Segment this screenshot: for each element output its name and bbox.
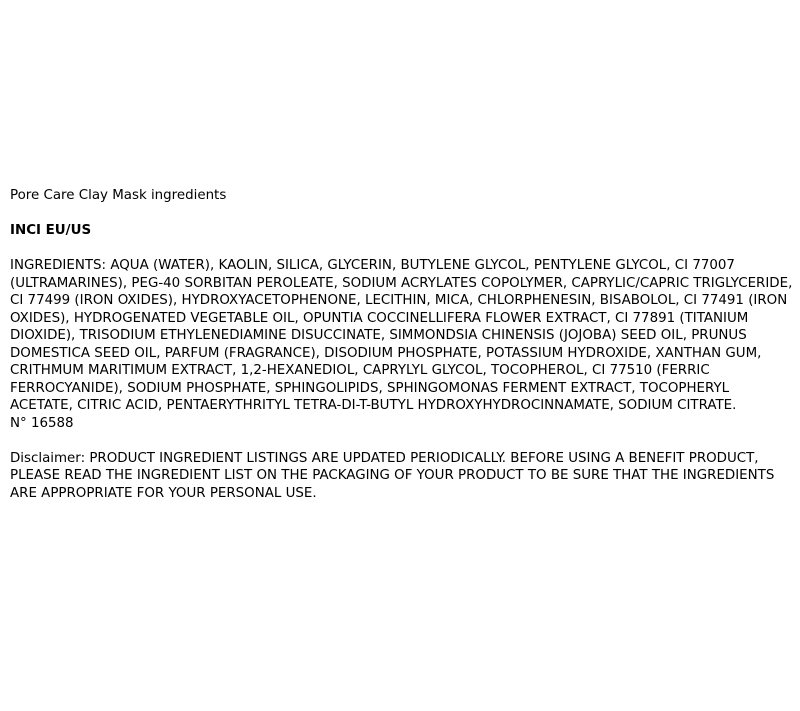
disclaimer: Disclaimer: PRODUCT INGREDIENT LISTINGS ARE UPDATED PERIODICALLY. BEFORE USING A BENEFIT PRODUCT, PLEASE READ THE INGREDIENT LIST ON THE PACKAGING OF YOUR PRODUCT TO BE SURE THAT THE INGREDIENTS ARE APPROPRIATE FOR YOUR PERSONAL USE. (10, 450, 775, 501)
ingredients-list: AQUA (WATER), KAOLIN, SILICA, GLYCERIN, BUTYLENE GLYCOL, PENTYLENE GLYCOL, CI 77007 (ULTRAMARINES), PEG-40 SORBITAN PEROLEATE, SODIUM ACRYLATES COPOLYMER, CAPRYLIC/CAPRIC TRIGLYCERIDE, CI 77499 (IRON OXIDES), HYDROXYACETOPHENONE, LECITHIN, MICA, CHLORPHENESIN, BISABOLOL, CI 77491 (IRON OXIDES), HYDROGENATED VEGETABLE OIL, OPUNTIA COCCINELLIFERA FLOWER EXTRACT, CI 77891 (TITANIUM DIOXIDE), TRISODIUM ETHYLENEDIAMINE DISUCCINATE, SIMMONDSIA CHINENSIS (JOJOBA) SEED OIL, PRUNUS DOMESTICA SEED OIL, PARFUM (FRAGRANCE), DISODIUM PHOSPHATE, POTASSIUM HYDROXIDE, XANTHAN GUM, CRITHMUM MARITIMUM EXTRACT, 1,2-HEXANEDIOL, CAPRYLYL GLYCOL, TOCOPHEROL, CI 77510 (FERRIC FERROCYANIDE), SODIUM PHOSPHATE, SPHINGOLIPIDS, SPHINGOMONAS FERMENT EXTRACT, TOCOPHERYL ACETATE, CITRIC ACID, PENTAERYTHRITYL TETRA-DI-T-BUTYL HYDROXYHYDROCINNAMATE, SODIUM CITRATE. (10, 258, 793, 413)
product-number: N° 16588 (10, 415, 74, 431)
page-title: Pore Care Clay Mask ingredients (10, 188, 227, 203)
ingredients-document (10, 187, 795, 502)
ingredients-paragraph (10, 257, 795, 432)
section-heading: INCI EU/US (10, 223, 92, 238)
ingredients-label: INGREDIENTS: (10, 258, 107, 273)
